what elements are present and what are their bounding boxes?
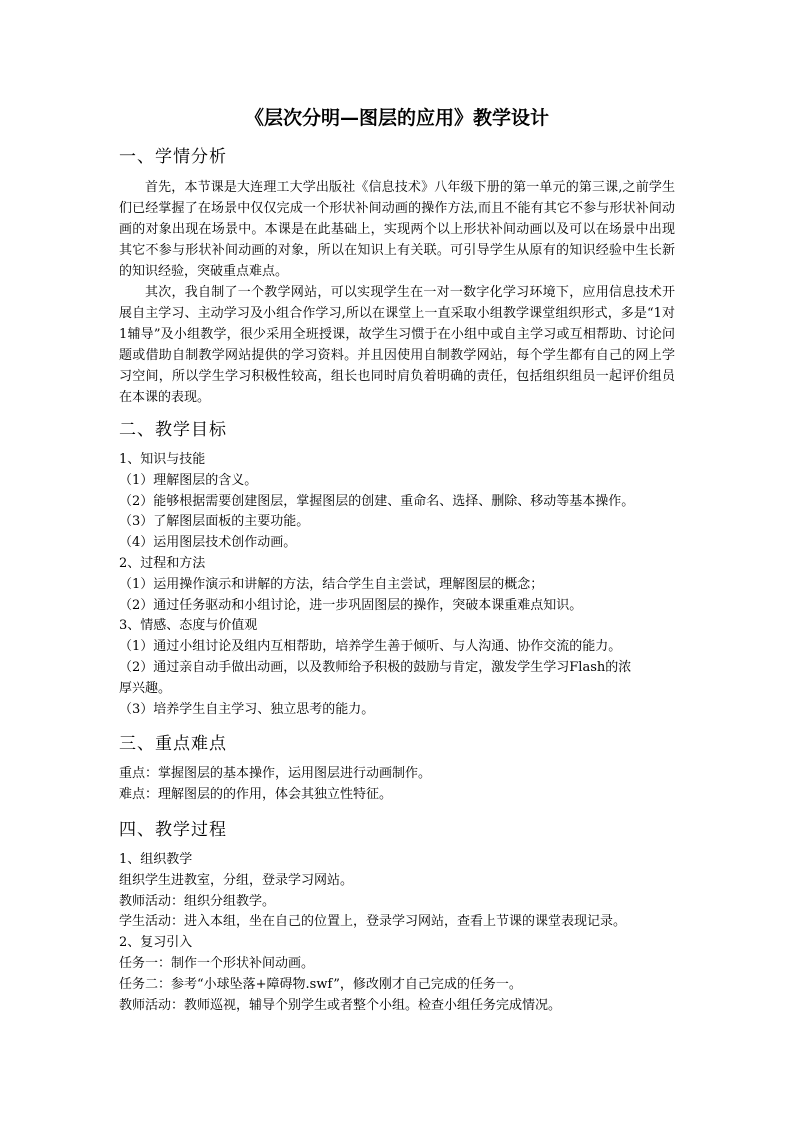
document-body [119, 145, 675, 1016]
list-item: （1）理解图层的含义。 [119, 472, 258, 488]
process-line: 教师活动：组织分组教学。 [119, 893, 276, 909]
section-heading: 一、学情分析 [119, 147, 227, 167]
section-teaching-objectives [119, 418, 675, 720]
process-line: 任务二：参考“小球坠落+障碍物.swf”，修改刚才自己完成的任务一。 [119, 976, 522, 992]
list-item-continuation: 厚兴趣。 [119, 680, 172, 696]
subheading: 1、组织教学 [119, 851, 193, 867]
list-item: （2）通过亲自动手做出动画，以及教师给予积极的鼓励与肯定，激发学生学习Flash的浓 [119, 659, 632, 675]
list-item: （3）培养学生自主学习、独立思考的能力。 [119, 701, 375, 717]
key-point-line: 重点：掌握图层的基本操作，运用图层进行动画制作。 [119, 766, 432, 782]
subheading: 1、知识与技能 [119, 452, 206, 467]
section-key-points [119, 732, 675, 806]
section-heading: 三、重点难点 [119, 734, 227, 755]
list-item: （1）通过小组讨论及组内互相帮助，培养学生善于倾听、与人沟通、协作交流的能力。 [119, 639, 622, 655]
list-item: （2）通过任务驱动和小组讨论，进一步巩固图层的操作，突破本课重难点知识。 [119, 597, 583, 613]
list-item: （1）运用操作演示和讲解的方法，结合学生自主尝试，理解图层的概念； [119, 576, 544, 592]
process-line: 学生活动：进入本组，坐在自己的位置上，登录学习网站，查看上节课的课堂表现记录。 [119, 914, 627, 930]
subheading: 2、过程和方法 [119, 555, 206, 571]
process-line: 组织学生进教室，分组，登录学习网站。 [119, 872, 354, 888]
section-heading: 四、教学过程 [119, 819, 227, 840]
section-heading: 二、教学目标 [119, 420, 227, 440]
subheading: 3、情感、态度与价值观 [119, 618, 258, 634]
process-line: 教师活动：教师巡视，辅导个别学生或者整个小组。检查小组任务完成情况。 [119, 997, 562, 1013]
subheading: 2、复习引入 [119, 935, 193, 951]
difficulty-line: 难点：理解图层的的作用，体会其独立性特征。 [119, 787, 393, 803]
list-item: （2）能够根据需要创建图层，掌握图层的创建、重命名、选择、删除、移动等基本操作。 [119, 493, 635, 509]
body-paragraph: 首先，本节课是大连理工大学出版社《信息技术》八年级下册的第一单元的第三课,之前学生们已经掌握了在场景中仅仅完成一个形状补间动画的操作方法,而且不能有其它不参与形状补间动画的对象出现在场景中。本课是在此基础上，实现两个以上形状补间动画以及可以在场景中出现其它不参与形状补间动画的对象，所以在知识上有关联。可引导学生从原有的知识经验中生长新的知识经验，突破重点难点。 [119, 180, 675, 279]
document-title: 《层次分明—图层的应用》教学设计 [244, 107, 549, 129]
body-paragraph: 其次，我自制了一个教学网站，可以实现学生在一对一数字化学习环境下，应用信息技术开展自主学习、主动学习及小组合作学习,所以在课堂上一直采取小组教学课堂组织形式，多是“1对1辅导”及小组教学，很少采用全班授课，故学生习惯于在小组中或自主学习或互相帮助、讨论问题或借助自制教学网站提供的学习资料。并且因使用自制教学网站，每个学生都有自己的网上学习空间，所以学生学习积极性较高，组长也同时肩负着明确的责任，包括组织组员一起评价组员在本课的表现。 [119, 285, 675, 405]
section-teaching-process [119, 818, 675, 1016]
process-line: 任务一：制作一个形状补间动画。 [119, 955, 315, 971]
list-item: （3）了解图层面板的主要功能。 [119, 514, 310, 530]
list-item: （4）运用图层技术创作动画。 [119, 535, 297, 551]
section-learner-analysis [119, 145, 675, 408]
